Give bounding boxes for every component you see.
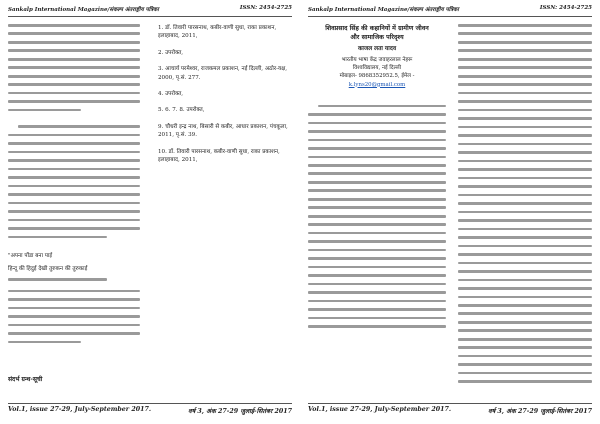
author-email[interactable]: k.lyns20@gmail.com xyxy=(348,81,406,88)
text-line xyxy=(458,100,592,103)
text-line xyxy=(458,346,592,349)
text-line xyxy=(18,125,140,128)
article-title-line-1: शिवप्रसाद सिंह की कहानियों में ग्रामीण जीवन xyxy=(325,25,429,32)
text-line xyxy=(8,66,140,69)
text-line xyxy=(458,304,592,307)
text-line xyxy=(458,372,592,375)
article-title-line-2: और सामाजिक परिदृश्य xyxy=(350,34,404,41)
text-line xyxy=(8,134,140,137)
text-line xyxy=(458,109,592,112)
text-line xyxy=(8,193,140,196)
text-line xyxy=(8,49,140,52)
right-page-footer xyxy=(308,406,592,416)
text-line xyxy=(308,325,446,328)
reference-item: 10. डॉ. तिवारी पारसनाथ, कबीर-वाणी सुधा, राका प्रकाशन, इलाहाबाद, 2011, xyxy=(158,148,280,164)
text-line xyxy=(8,58,140,61)
text-line xyxy=(8,32,140,35)
left-page-footer xyxy=(8,406,292,416)
journal-title: Sankalp International Magazine/संकल्प अंतराष्ट्रीय पत्रिका xyxy=(308,7,459,13)
reference-item: 9. चौधरी इन्द्र नाथ, बिसारी से कबीर, आधार प्रकाशन, पंचकूला, 2011, पृ.सं. 39. xyxy=(158,123,288,139)
text-line xyxy=(458,75,592,78)
text-line xyxy=(458,49,592,52)
text-line xyxy=(458,262,592,265)
text-line xyxy=(458,202,592,205)
contact-line: मोबाइल- 9868352952.5, ईमेल - xyxy=(339,73,415,80)
text-line xyxy=(308,308,446,311)
text-line xyxy=(458,117,592,120)
text-line xyxy=(8,185,140,188)
text-line xyxy=(8,142,140,145)
text-line xyxy=(308,291,446,294)
text-line xyxy=(458,83,592,86)
text-line xyxy=(8,315,140,318)
header-rule xyxy=(8,16,292,17)
text-line xyxy=(308,249,446,252)
left-page-column-1 xyxy=(8,24,140,398)
text-line xyxy=(458,32,592,35)
text-line xyxy=(8,227,140,230)
text-line xyxy=(308,274,446,277)
text-line xyxy=(308,317,446,320)
text-line xyxy=(458,160,592,163)
text-line xyxy=(8,83,140,86)
text-line xyxy=(308,113,446,116)
text-line xyxy=(308,122,446,125)
text-line xyxy=(308,156,446,159)
quote-lead: "अपना पोंडा बना पाई xyxy=(8,253,53,260)
text-line xyxy=(458,253,592,256)
text-line xyxy=(8,159,140,162)
text-line xyxy=(8,219,140,222)
footer-rule xyxy=(308,403,592,404)
text-line xyxy=(8,109,81,112)
text-line xyxy=(458,329,592,332)
text-line xyxy=(458,92,592,95)
header-rule xyxy=(308,16,592,17)
text-line xyxy=(458,177,592,180)
text-line xyxy=(308,189,446,192)
text-line xyxy=(458,168,592,171)
text-line xyxy=(308,181,446,184)
text-line xyxy=(308,172,446,175)
issn: ISSN: 2454-2725 xyxy=(539,5,592,11)
text-line xyxy=(8,341,81,344)
text-line xyxy=(458,58,592,61)
text-line xyxy=(308,198,446,201)
text-line xyxy=(458,126,592,129)
footer-hindi: वर्ष 3, अंक 27-29 जुलाई-सितंबर 2017 xyxy=(488,408,592,415)
text-line xyxy=(458,287,592,290)
author-name: काजल लता यादव xyxy=(357,46,397,52)
text-line xyxy=(8,75,140,78)
text-line xyxy=(8,176,140,179)
text-line xyxy=(458,143,592,146)
text-line xyxy=(308,130,446,133)
text-line xyxy=(8,298,140,301)
issn: ISSN: 2454-2725 xyxy=(239,5,292,11)
text-line xyxy=(458,296,592,299)
text-line xyxy=(318,105,446,108)
text-line xyxy=(308,139,446,142)
text-line xyxy=(458,151,592,154)
text-line xyxy=(458,245,592,248)
text-line xyxy=(308,206,446,209)
text-line xyxy=(458,134,592,137)
right-page-column-1 xyxy=(308,24,446,398)
footer-volume: Vol.1, issue 27-29, July-September 2017. xyxy=(308,406,452,413)
quote-line: हिन्दू की हिदुई देखी तुरुकन की तुरुकाई xyxy=(8,266,88,273)
footer-volume: Vol.1, issue 27-29, July-September 2017. xyxy=(8,406,152,413)
footer-hindi: वर्ष 3, अंक 27-29 जुलाई-सितंबर 2017 xyxy=(188,408,292,415)
text-line xyxy=(308,283,446,286)
text-line xyxy=(458,380,592,383)
text-line xyxy=(8,41,140,44)
text-line xyxy=(8,92,140,95)
text-line xyxy=(458,312,592,315)
text-line xyxy=(458,270,592,273)
text-line xyxy=(308,164,446,167)
text-line xyxy=(8,151,140,154)
reference-item: 1. डॉ. तिवारी पारसनाथ, कबीर-वाणी सुधा, राका प्रकाशन, इलाहाबाद, 2011, xyxy=(158,25,277,40)
text-line xyxy=(308,257,446,260)
text-line xyxy=(8,324,140,327)
text-line xyxy=(308,240,446,243)
references-heading: संदर्भ ग्रन्थ-सूची xyxy=(8,375,43,383)
right-page-header xyxy=(308,5,592,15)
text-line xyxy=(458,236,592,239)
text-line xyxy=(458,24,592,27)
text-line xyxy=(458,338,592,341)
reference-item: 2. उपरोक्त, xyxy=(158,49,184,56)
text-line xyxy=(458,321,592,324)
text-line xyxy=(308,223,446,226)
text-line xyxy=(458,211,592,214)
text-line xyxy=(308,266,446,269)
reference-item: 4. उपरोक्त, xyxy=(158,91,184,98)
text-line xyxy=(458,194,592,197)
footer-rule xyxy=(8,403,292,404)
text-line xyxy=(308,147,446,150)
text-line xyxy=(8,100,140,103)
text-line xyxy=(8,210,140,213)
text-line xyxy=(458,41,592,44)
text-line xyxy=(8,236,107,239)
text-line xyxy=(458,185,592,188)
text-line xyxy=(458,219,592,222)
text-line xyxy=(308,232,446,235)
text-line xyxy=(458,279,592,282)
text-line xyxy=(8,290,140,293)
text-line xyxy=(458,66,592,69)
text-line xyxy=(458,228,592,231)
right-page-column-2 xyxy=(458,24,592,398)
text-line xyxy=(8,168,140,171)
text-line xyxy=(308,300,446,303)
text-line xyxy=(458,363,592,366)
left-page-header xyxy=(8,5,292,15)
affiliation-line: भारतीय भाषा केंद्र जवाहरलाल नेहरू xyxy=(341,57,413,63)
text-line xyxy=(8,332,140,335)
left-page-references xyxy=(158,24,292,398)
reference-item: 3. आचार्य परमेश्वर, राजकमल प्रकाशन, नई दिल्ली, अठोर-यक्ष, 2000, पृ.सं. 277. xyxy=(158,66,288,81)
text-line xyxy=(8,202,140,205)
text-line xyxy=(308,215,446,218)
text-line xyxy=(8,24,140,27)
right-page xyxy=(300,0,600,424)
affiliation-line: विश्वविद्यालय, नई दिल्ली xyxy=(352,65,402,72)
text-line xyxy=(8,307,140,310)
text-line xyxy=(8,278,107,281)
reference-item: 5. 6. 7. 8. उपरोक्त, xyxy=(158,107,205,114)
text-line xyxy=(458,355,592,358)
journal-title: Sankalp International Magazine/संकल्प अंतराष्ट्रीय पत्रिका xyxy=(8,7,159,13)
